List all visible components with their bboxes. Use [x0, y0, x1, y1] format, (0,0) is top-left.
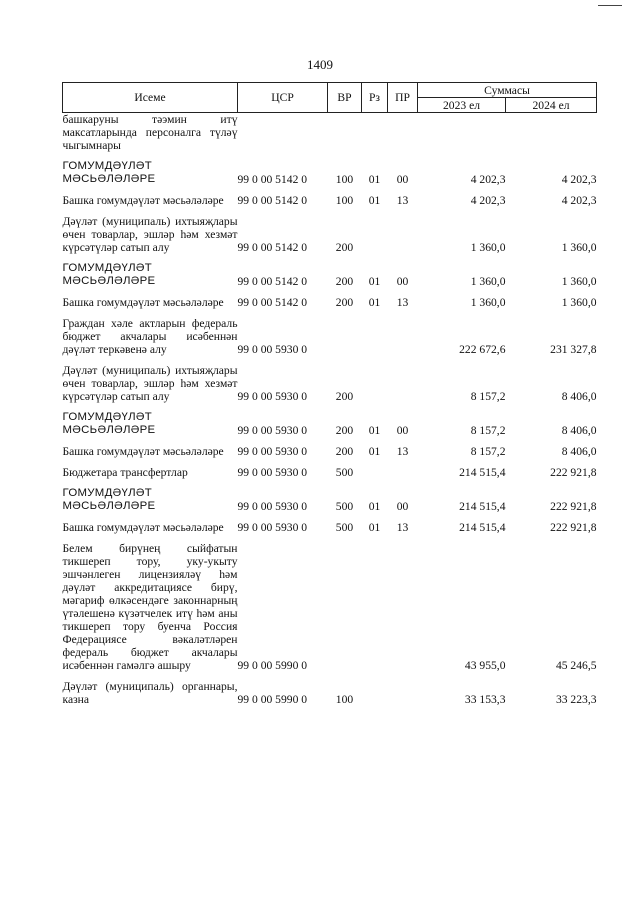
row-pr: 00: [396, 500, 409, 513]
table-row: [63, 317, 597, 356]
row-vr: 100: [335, 173, 354, 186]
table-row: [63, 296, 597, 309]
table-row: [63, 445, 597, 458]
row-rz: 01: [368, 424, 381, 437]
row-rz: [362, 215, 388, 254]
row-name: Башка гомумдәүләт мәсьәләләре: [62, 296, 224, 309]
row-vr: 100: [335, 194, 354, 207]
row-amount-2023: 8 157,2: [470, 445, 506, 458]
header-sums: Суммасы: [418, 83, 597, 98]
row-rz: [362, 466, 388, 479]
row-pr: 13: [396, 296, 409, 309]
row-name: ГОМУМДӘҮЛӘТ МӘСЬӘЛӘЛӘРЕ: [62, 487, 156, 512]
table-row: [63, 194, 597, 207]
row-amount-2023: 4 202,3: [470, 173, 506, 186]
row-name: Башка гомумдәүләт мәсьәләләре: [62, 194, 224, 207]
row-rz: 01: [368, 194, 381, 207]
row-pr: [388, 466, 418, 479]
table-row: [63, 487, 597, 513]
table-row: [63, 680, 597, 706]
row-pr: [388, 215, 418, 254]
row-amount-2024: 4 202,3: [561, 173, 597, 186]
row-rz: 01: [368, 521, 381, 534]
row-pr: 00: [396, 275, 409, 288]
row-amount-2023: 8 157,2: [470, 424, 506, 437]
row-vr: [328, 113, 362, 153]
table-row: [63, 113, 597, 153]
row-csr: 99 0 00 5930 0: [237, 521, 308, 534]
row-rz: 01: [368, 445, 381, 458]
row-csr: 99 0 00 5142 0: [237, 296, 308, 309]
row-vr: 200: [335, 445, 354, 458]
row-amount-2023: 1 360,0: [470, 241, 506, 254]
row-name: ГОМУМДӘҮЛӘТ МӘСЬӘЛӘЛӘРЕ: [62, 160, 156, 185]
row-vr: 200: [335, 424, 354, 437]
row-rz: 01: [368, 275, 381, 288]
row-name: ГОМУМДӘҮЛӘТ МӘСЬӘЛӘЛӘРЕ: [62, 262, 156, 287]
row-rz: 01: [368, 500, 381, 513]
row-spacer: [63, 458, 597, 466]
row-amount-2023: 222 672,6: [459, 343, 506, 356]
row-amount-2024: 8 406,0: [561, 424, 597, 437]
row-pr: [388, 680, 418, 706]
row-name: Бюджетара трансфертлар: [62, 466, 188, 479]
row-amount-2023: 214 515,4: [459, 521, 506, 534]
row-vr: [328, 542, 362, 672]
row-amount-2024: 1 360,0: [561, 275, 597, 288]
row-vr: 100: [335, 693, 354, 706]
row-csr: 99 0 00 5930 0: [237, 390, 308, 403]
row-csr: 99 0 00 5142 0: [237, 173, 308, 186]
row-spacer: [63, 186, 597, 194]
table-row: [63, 521, 597, 534]
row-rz: [362, 113, 388, 153]
table-row: [63, 262, 597, 288]
row-rz: 01: [368, 296, 381, 309]
table-row: [63, 542, 597, 672]
row-amount-2024: 8 406,0: [561, 390, 597, 403]
table-row: [63, 411, 597, 437]
row-spacer: [63, 254, 597, 262]
row-pr: 13: [396, 194, 409, 207]
row-amount-2023: 8 157,2: [470, 390, 506, 403]
row-spacer: [63, 288, 597, 296]
row-amount-2023: 33 153,3: [464, 693, 506, 706]
row-rz: [362, 364, 388, 403]
row-amount-2024: 33 223,3: [555, 693, 597, 706]
row-rz: [362, 317, 388, 356]
row-csr: 99 0 00 5930 0: [237, 500, 308, 513]
table-row: [63, 215, 597, 254]
row-amount-2024: [506, 113, 597, 153]
table-row: [63, 160, 597, 186]
row-csr: 99 0 00 5990 0: [237, 693, 308, 706]
row-amount-2024: 1 360,0: [561, 241, 597, 254]
row-pr: 13: [396, 445, 409, 458]
row-name: Дәүләт (муниципаль) органнары, казна: [62, 680, 238, 706]
row-amount-2023: 4 202,3: [470, 194, 506, 207]
row-spacer: [63, 309, 597, 317]
row-pr: [388, 317, 418, 356]
row-pr: 13: [396, 521, 409, 534]
row-amount-2024: 4 202,3: [561, 194, 597, 207]
row-amount-2024: 231 327,8: [550, 343, 597, 356]
row-amount-2023: 1 360,0: [470, 275, 506, 288]
row-spacer: [63, 356, 597, 364]
row-rz: [362, 680, 388, 706]
row-spacer: [63, 534, 597, 542]
row-pr: 00: [396, 173, 409, 186]
header-year-2023: 2023 ел: [418, 98, 506, 113]
row-amount-2023: 1 360,0: [470, 296, 506, 309]
budget-table: [62, 82, 597, 706]
row-spacer: [63, 152, 597, 160]
row-amount-2023: [418, 113, 506, 153]
row-csr: 99 0 00 5930 0: [237, 466, 308, 479]
table-row: [63, 364, 597, 403]
row-vr: 500: [335, 521, 354, 534]
row-vr: 500: [335, 466, 354, 479]
row-pr: [388, 113, 418, 153]
row-name: Белем бирүнең сыйфатын тикшереп тору, уку-укыту эшчәнлеген лицензияләү һәм дәүләт аккредитациясе бирү, мәгариф өлкәсендәге законнарның үтәлешенә күзәтчелек итү һәм аны тикшереп тору буенча Россия Федерациясе вәкаләтләрен федераль бюджет акчалары исәбеннән гамәлгә ашыру: [62, 542, 238, 672]
table-header: [63, 83, 597, 113]
header-csr: ЦСР: [238, 83, 328, 113]
row-vr: 200: [335, 275, 354, 288]
row-spacer: [63, 672, 597, 680]
row-vr: 200: [335, 296, 354, 309]
row-spacer: [63, 479, 597, 487]
row-vr: 200: [335, 390, 354, 403]
row-rz: [362, 542, 388, 672]
row-spacer: [63, 207, 597, 215]
table-body: [63, 113, 597, 707]
row-amount-2023: 43 955,0: [464, 659, 506, 672]
header-vr: ВР: [328, 83, 362, 113]
row-amount-2024: 222 921,8: [550, 521, 597, 534]
table-row: [63, 466, 597, 479]
row-name: Дәүләт (муниципаль) ихтыяҗлары өчен товарлар, эшләр һәм хезмәт күрсәтүләр сатып алу: [62, 215, 238, 254]
row-spacer: [63, 403, 597, 411]
row-spacer: [63, 513, 597, 521]
row-amount-2024: 8 406,0: [561, 445, 597, 458]
row-csr: 99 0 00 5930 0: [237, 343, 308, 356]
row-name: Граждан хәле актларын федераль бюджет акчалары исәбеннән дәүләт теркәвенә алу: [62, 317, 238, 356]
row-vr: 200: [335, 241, 354, 254]
row-amount-2024: 222 921,8: [550, 466, 597, 479]
page-number: 1409: [307, 57, 333, 72]
row-csr: 99 0 00 5930 0: [237, 445, 308, 458]
header-name: Исеме: [63, 83, 238, 113]
corner-mark: [598, 5, 622, 6]
row-name: ГОМУМДӘҮЛӘТ МӘСЬӘЛӘЛӘРЕ: [62, 411, 156, 436]
row-amount-2023: 214 515,4: [459, 500, 506, 513]
header-rz: Рз: [362, 83, 388, 113]
row-amount-2023: 214 515,4: [459, 466, 506, 479]
row-csr: 99 0 00 5930 0: [237, 424, 308, 437]
row-name: Дәүләт (муниципаль) ихтыяҗлары өчен товарлар, эшләр һәм хезмәт күрсәтүләр сатып алу: [62, 364, 238, 403]
row-name: Башка гомумдәүләт мәсьәләләре: [62, 445, 224, 458]
row-csr: 99 0 00 5142 0: [237, 275, 308, 288]
row-amount-2024: 222 921,8: [550, 500, 597, 513]
header-pr: ПР: [388, 83, 418, 113]
row-pr: 00: [396, 424, 409, 437]
row-csr: [238, 113, 328, 153]
row-csr: 99 0 00 5142 0: [237, 241, 308, 254]
row-csr: 99 0 00 5142 0: [237, 194, 308, 207]
row-rz: 01: [368, 173, 381, 186]
row-name: Башка гомумдәүләт мәсьәләләре: [62, 521, 224, 534]
row-spacer: [63, 437, 597, 445]
row-amount-2024: 1 360,0: [561, 296, 597, 309]
row-name: башкаруны тәэмин итү максатларында персоналга түләү чыгымнары: [62, 113, 238, 152]
header-year-2024: 2024 ел: [506, 98, 597, 113]
row-csr: 99 0 00 5990 0: [237, 659, 308, 672]
row-vr: [328, 317, 362, 356]
row-vr: 500: [335, 500, 354, 513]
row-amount-2024: 45 246,5: [555, 659, 597, 672]
row-pr: [388, 364, 418, 403]
row-pr: [388, 542, 418, 672]
